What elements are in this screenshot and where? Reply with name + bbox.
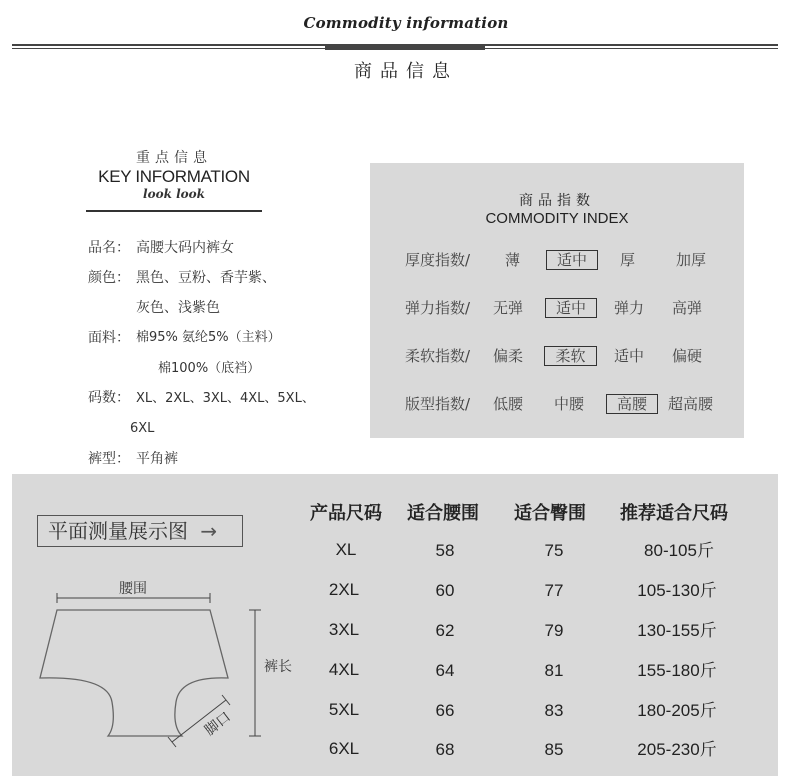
size-value-line1: XL、2XL、3XL、4XL、5XL、 [136, 391, 315, 406]
name-label: 品名： [88, 240, 130, 256]
table-cell-waist: 68 [435, 740, 455, 759]
table-header-waist: 适合腰围 [407, 503, 479, 524]
fabric-value-line2: 棉100%（底裆） [158, 361, 261, 376]
table-cell-hip: 79 [544, 621, 564, 640]
index-option: 加厚 [676, 251, 707, 269]
commodity-index-title-en: COMMODITY INDEX [485, 210, 629, 227]
table-cell-waist: 66 [435, 701, 455, 720]
index-option: 适中 [614, 347, 645, 365]
name-value: 高腰大码内裤女 [136, 240, 234, 256]
index-option-selected: 适中 [545, 298, 597, 318]
color-value-line1: 黑色、豆粉、香芋紫、 [136, 270, 276, 286]
page-title: 商品信息 [354, 61, 458, 82]
key-info-subtitle: look look [143, 187, 205, 201]
header-script-title: Commodity information [303, 14, 509, 32]
table-cell-hip: 77 [544, 581, 564, 600]
fabric-label: 面料： [88, 330, 130, 346]
index-label-fit: 版型指数/ [405, 395, 471, 413]
key-info-title-cn: 重点信息 [136, 150, 212, 166]
index-option: 中腰 [554, 395, 585, 413]
index-option: 低腰 [493, 395, 524, 413]
table-cell-hip: 75 [544, 541, 564, 560]
table-cell-size: 4XL [328, 660, 360, 679]
index-option: 无弹 [493, 299, 524, 317]
style-label: 裤型： [88, 451, 130, 467]
table-cell-size: 2XL [328, 580, 360, 599]
index-label-elasticity: 弹力指数/ [405, 299, 471, 317]
table-cell-recommended: 155-180斤 [637, 661, 717, 680]
index-option-selected: 高腰 [606, 394, 658, 414]
measurement-title [48, 519, 217, 543]
underwear-diagram [30, 590, 300, 750]
index-option: 弹力 [614, 299, 645, 317]
table-cell-recommended: 180-205斤 [637, 701, 717, 720]
fabric-value-line1: 棉95% 氨纶5%（主料） [136, 330, 281, 345]
index-option-selected: 柔软 [544, 346, 597, 366]
key-info-title-en: KEY INFORMATION [98, 167, 250, 186]
table-cell-recommended: 105-130斤 [637, 581, 717, 600]
table-cell-recommended: 130-155斤 [637, 621, 717, 640]
index-option: 超高腰 [668, 395, 714, 413]
commodity-index-title-cn: 商品指数 [519, 193, 595, 209]
color-label: 颜色： [88, 270, 130, 286]
table-header-recommended: 推荐适合尺码 [620, 503, 728, 524]
index-option: 偏柔 [493, 347, 524, 365]
table-cell-waist: 62 [435, 621, 455, 640]
index-option: 薄 [505, 251, 521, 269]
table-cell-hip: 81 [544, 661, 564, 680]
style-value: 平角裤 [136, 451, 178, 467]
key-info-underline [86, 210, 262, 212]
table-cell-hip: 85 [544, 740, 564, 759]
table-cell-hip: 83 [544, 701, 564, 720]
index-label-softness: 柔软指数/ [405, 347, 471, 365]
index-label-thickness: 厚度指数/ [405, 251, 471, 269]
table-cell-waist: 60 [435, 581, 455, 600]
leg-opening-label: 脚口 [202, 709, 234, 739]
length-label: 裤长 [264, 659, 292, 675]
size-label: 码数： [88, 390, 130, 406]
table-cell-waist: 58 [435, 541, 455, 560]
index-option: 偏硬 [672, 347, 703, 365]
arrow-right-icon: → [200, 519, 218, 543]
table-header-hip: 适合臀围 [514, 503, 586, 524]
table-cell-waist: 64 [435, 661, 455, 680]
waist-label: 腰围 [119, 581, 147, 597]
index-option: 高弹 [672, 299, 703, 317]
size-value-line2: 6XL [130, 421, 155, 436]
table-cell-size: XL [335, 540, 357, 559]
table-cell-recommended: 205-230斤 [637, 740, 717, 759]
measurement-title-text: 平面测量展示图 [48, 519, 188, 543]
table-cell-size: 5XL [328, 700, 360, 719]
color-value-line2: 灰色、浅紫色 [136, 300, 220, 316]
table-cell-size: 3XL [328, 620, 360, 639]
table-cell-recommended: 80-105斤 [644, 541, 714, 560]
index-option: 厚 [620, 251, 636, 269]
table-cell-size: 6XL [328, 739, 360, 758]
table-header-size: 产品尺码 [310, 503, 382, 524]
header-accent-bar [325, 46, 485, 50]
index-option-selected: 适中 [546, 250, 598, 270]
